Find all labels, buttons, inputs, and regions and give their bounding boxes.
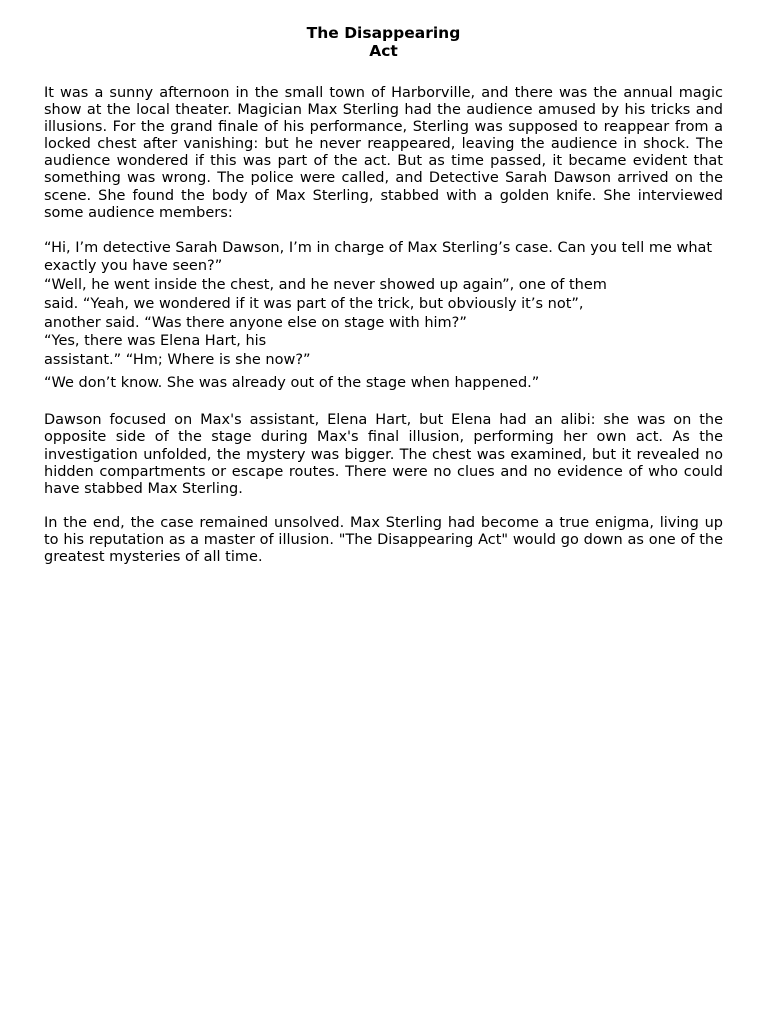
dialog-line: another said. “Was there anyone else on stage with him?” <box>44 314 467 331</box>
dialog-line: said. “Yeah, we wondered if it was part of the trick, but obviously it’s not”, <box>44 295 584 312</box>
assistant-paragraph: Dawson focused on Max's assistant, Elena Hart, but Elena had an alibi: she was on the opposite side of the stage during Max's final illusion, performing her own act. As the investigation unfolded, the mystery was bigger. The chest was examined, but it revealed no hidden compartments or escape routes. There were no clues and no evidence of who could have stabbed Max Sterling. <box>44 412 723 497</box>
ending-paragraph: In the end, the case remained unsolved. Max Sterling had become a true enigma, living up to his reputation as a master of illusion. "The Disappearing Act" would go down as one of the greatest mysteries of all time. <box>44 514 723 566</box>
interview-dialog <box>44 239 723 393</box>
dialog-line: “Well, he went inside the chest, and he never showed up again”, one of them <box>44 277 607 294</box>
dialog-line: “Yes, there was Elena Hart, his <box>44 333 267 350</box>
title-line-2: Act <box>369 42 398 60</box>
document-page <box>44 24 723 566</box>
title-line-1: The Disappearing <box>306 24 461 42</box>
dialog-line: “Hi, I’m detective Sarah Dawson, I’m in charge of Max Sterling’s case. Can you tell me what exactly you have seen?” <box>44 239 713 275</box>
dialog-line: assistant.” “Hm; Where is she now?” <box>44 351 311 368</box>
document-title <box>44 24 723 60</box>
intro-paragraph: It was a sunny afternoon in the small town of Harborville, and there was the annual magic show at the local theater. Magician Max Sterling had the audience amused by his tricks and illusions. For the grand finale of his performance, Sterling was supposed to reappear from a locked chest after vanishing: but he never reappeared, leaving the audience in shock. The audience wondered if this was part of the act. But as time passed, it became evident that something was wrong. The police were called, and Detective Sarah Dawson arrived on the scene. She found the body of Max Sterling, stabbed with a golden knife. She interviewed some audience members: <box>44 85 723 221</box>
dialog-line: “We don’t know. She was already out of the stage when happened.” <box>44 374 540 391</box>
